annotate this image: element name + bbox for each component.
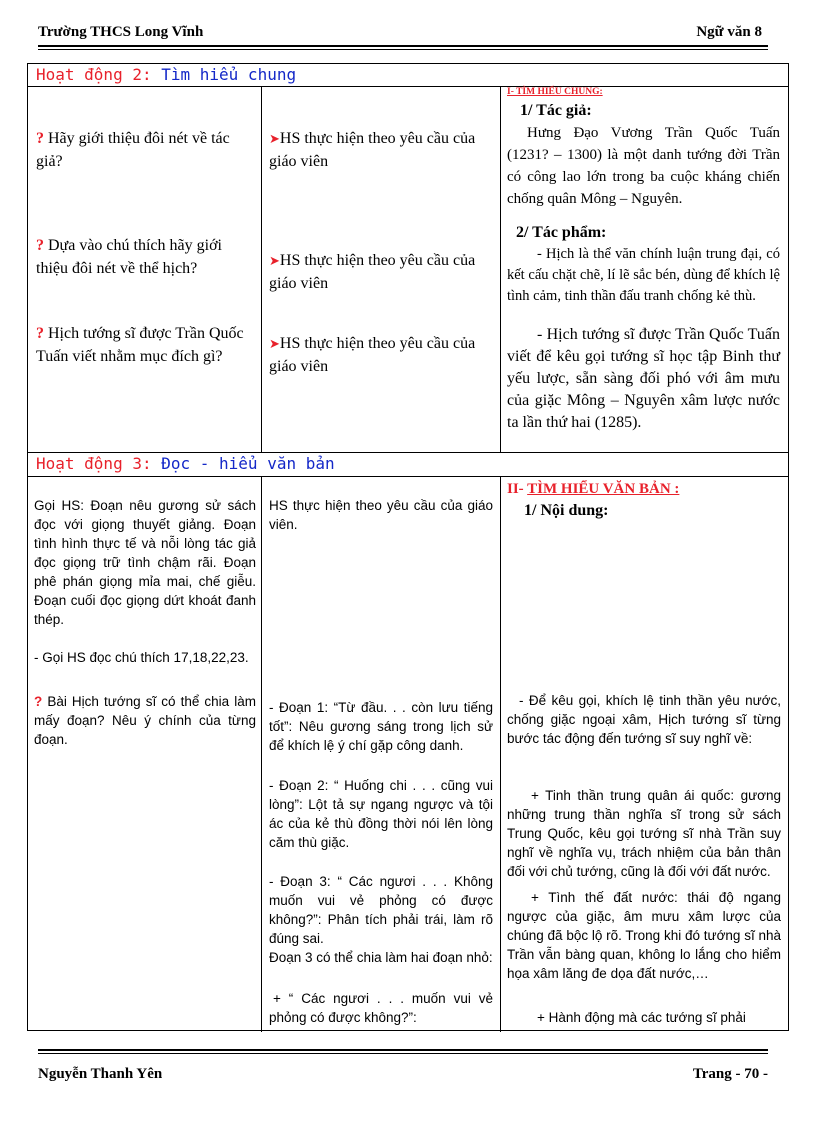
- annotation-instruction: - Gọi HS đọc chú thích 17,18,22,23.: [34, 650, 249, 665]
- part-3-summary: - Đoạn 3: “ Các ngươi . . . Không muốn vui vẻ phỏng có được không?”: Phân tích phải trái, làm rõ đúng sai.: [269, 874, 493, 946]
- reading-instructions: Gọi HS: Đoạn nêu gương sử sách đọc với giọng thuyết giảng. Đoạn tình hình thực tế và nỗi lòng tác giả đọc giọng trữ tình chậm rãi. Đoạn phê phán giọng mỉa mai, chế giễu. Đoạn cuối đọc giọng dứt khoát đanh thép.: [34, 498, 256, 627]
- arrow-icon: ➤: [269, 336, 280, 351]
- student-task-3: ➤HS thực hiện theo yêu cầu của giáo viên: [269, 335, 476, 375]
- student-task-2: ➤HS thực hiện theo yêu cầu của giáo viên: [269, 252, 476, 292]
- header-rule: [38, 45, 768, 47]
- content-label: 1/ Nội dung:: [524, 502, 609, 519]
- student-task-1: ➤HS thực hiện theo yêu cầu của giáo viên: [269, 130, 476, 170]
- part-1-summary: - Đoạn 1: “Từ đầu. . . còn lưu tiếng tốt”: Nêu gương sáng trong lịch sử để khích lệ ý chí gặp công danh.: [269, 700, 493, 753]
- section-title-activity-2: Hoạt động 2: Tìm hiểu chung: [36, 65, 297, 84]
- header-rule-thin: [38, 49, 768, 50]
- author-name: Nguyễn Thanh Yên: [38, 1066, 163, 1082]
- column-divider: [500, 86, 501, 452]
- column-divider: [500, 476, 501, 1032]
- part-3-split-note: Đoạn 3 có thể chia làm hai đoạn nhỏ:: [269, 950, 493, 965]
- content-point-action: + Hành động mà các tướng sĩ phải: [537, 1010, 746, 1025]
- question-author: ? Hãy giới thiệu đôi nét về tác giả?: [36, 130, 230, 170]
- content-intro: - Để kêu gọi, khích lệ tinh thần yêu nước, chống giặc ngoại xâm, Hịch tướng sĩ từng bước tác động đến tướng sĩ suy nghĩ về:: [507, 693, 781, 746]
- general-heading: I- TÌM HIỂU CHUNG:: [507, 87, 603, 97]
- column-divider: [261, 86, 262, 452]
- author-label: 1/ Tác giả:: [520, 102, 592, 119]
- part-2-summary: - Đoạn 2: “ Huống chi . . . cũng vui lòng”: Lột tả sự ngang ngược và tội ác của kẻ thù đồng thời nói lên lòng căm thù giặc.: [269, 778, 493, 850]
- part-3-subpart-1: + “ Các ngươi . . . muốn vui vẻ phỏng có được không?”:: [269, 991, 493, 1025]
- lesson-table: [27, 63, 789, 1031]
- question-structure: ? Bài Hịch tướng sĩ có thể chia làm mấy đoạn? Nêu ý chính của từng đoạn.: [34, 694, 256, 747]
- page-header: [38, 24, 768, 46]
- school-name: Trường THCS Long Vĩnh: [38, 24, 204, 40]
- question-genre: ? Dựa vào chú thích hãy giới thiệu đôi nét về thể hịch?: [36, 237, 222, 277]
- arrow-icon: ➤: [269, 131, 280, 146]
- row-divider: [28, 452, 788, 453]
- content-point-situation: + Tình thế đất nước: thái độ ngang ngược của giặc, âm mưu xâm lược của chúng đã bộc lộ rõ. Trong khi đó tướng sĩ nhà Trần vẫn bàng quan, không lo lắng cho hiểm họa xâm lăng đe dọa đất nước,…: [507, 890, 781, 981]
- author-text: Hưng Đạo Vương Trần Quốc Tuấn (1231? – 1300) là một danh tướng đời Trần có công lao lớn trong ba cuộc kháng chiến chống quân Mông – Nguyên.: [507, 125, 780, 207]
- arrow-icon: ➤: [269, 253, 280, 268]
- subject-name: Ngữ văn 8: [696, 24, 762, 40]
- question-purpose: ? Hịch tướng sĩ được Trần Quốc Tuấn viết nhằm mục đích gì?: [36, 325, 244, 365]
- footer-rule: [38, 1049, 768, 1051]
- text-analysis-heading: II- TÌM HIỂU VĂN BẢN :: [507, 481, 680, 497]
- column-divider: [261, 476, 262, 1032]
- footer-rule-thin: [38, 1053, 768, 1054]
- content-point-loyalty: + Tinh thần trung quân ái quốc: gương những trung thần nghĩa sĩ trong sử sách Trung Quốc, kêu gọi tướng sĩ nhà Trần suy nghĩ về nghĩa vụ, trách nhiệm của bản thân đối với chủ tướng, cũng là đối với đất nước.: [507, 788, 781, 879]
- work-label: 2/ Tác phẩm:: [516, 224, 607, 241]
- work-text: - Hịch là thể văn chính luận trung đại, có kết cấu chặt chẽ, lí lẽ sắc bén, dùng để khích lệ tình cảm, tinh thần đấu tranh chống kẻ thù.: [507, 246, 780, 304]
- purpose-text: - Hịch tướng sĩ được Trần Quốc Tuấn viết để kêu gọi tướng sĩ học tập Binh thư yếu lược, sẵn sàng đối phó với âm mưu của giặc Mông – Nguyên xâm lược nước ta lần thứ hai (1285).: [507, 326, 780, 431]
- page-number: Trang - 70 -: [692, 1066, 768, 1082]
- section-title-activity-3: Hoạt động 3: Đọc - hiểu văn bản: [36, 454, 335, 473]
- row-divider: [28, 476, 788, 477]
- student-task-reading: HS thực hiện theo yêu cầu của giáo viên.: [269, 498, 493, 532]
